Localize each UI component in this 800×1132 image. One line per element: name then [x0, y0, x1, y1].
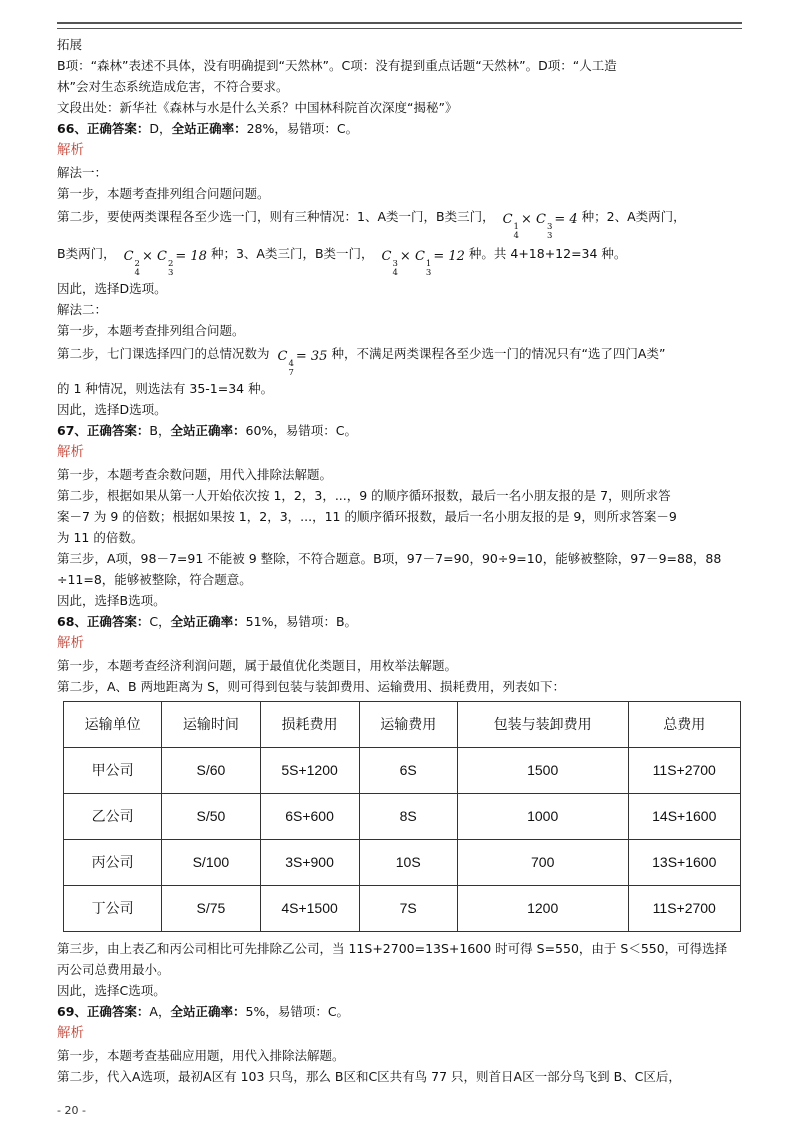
formula-c4-3-c3-1: C 3 4 × C 1 3 = 12 [381, 249, 465, 278]
analysis-label: 解析 [57, 142, 84, 158]
step-line: 第二步，根据如果从第一人开始依次按 1，2，3，...，9 的顺序循环报数，最后一名小朋友报的是 7，则所求答 [57, 488, 671, 503]
table-cell: S/100 [162, 840, 260, 886]
header-rule-thin [57, 28, 742, 29]
table-cell: 6S [359, 748, 457, 794]
step-line: 第二步，代入A选项，最初A区有 103 只鸟，那么 B区和C区共有鸟 77 只，则首日A区一部分鸟飞到 B、C区后， [57, 1069, 681, 1084]
table-cell: 5S+1200 [260, 748, 359, 794]
table-header-cell: 总费用 [628, 702, 740, 748]
table-cell: 丁公司 [64, 886, 162, 932]
conclusion-line: 因此，选择B选项。 [57, 593, 166, 608]
table-cell: 14S+1600 [628, 794, 740, 840]
step-line: 第三步，由上表乙和丙公司相比可先排除乙公司，当 11S+2700=13S+1600 时可得 S=550，由于 S＜550，可得选择 [57, 941, 728, 956]
cost-table [63, 701, 741, 932]
step-line: 第一步，本题考查经济利润问题，属于最值优化类题目，用枚举法解题。 [57, 658, 458, 673]
table-header-cell: 包装与装卸费用 [457, 702, 628, 748]
step-line: 第一步，本题考查余数问题，用代入排除法解题。 [57, 467, 333, 482]
source-citation: 文段出处：新华社《森林与水是什么关系？中国林科院首次深度“揭秘”》 [57, 100, 458, 115]
question-67-answer: 67、正确答案：B，全站正确率：60%，易错项：C。 [57, 423, 358, 438]
table-cell: 6S+600 [260, 794, 359, 840]
header-rule-thick [57, 22, 742, 24]
table-cell: 丙公司 [64, 840, 162, 886]
table-header-cell: 运输时间 [162, 702, 260, 748]
table-cell: 甲公司 [64, 748, 162, 794]
table-cell: 11S+2700 [628, 748, 740, 794]
step-line: 第一步，本题考查排列组合问题问题。 [57, 186, 270, 201]
formula-c4-1-c3-3: C 1 4 × C 3 3 = 4 [502, 212, 578, 241]
step-line: 第一步，本题考查基础应用题，用代入排除法解题。 [57, 1048, 345, 1063]
table-cell: 7S [359, 886, 457, 932]
table-cell: 1000 [457, 794, 628, 840]
analysis-label: 解析 [57, 635, 84, 651]
analysis-label: 解析 [57, 1025, 84, 1041]
table-row [64, 886, 741, 932]
table-cell: 10S [359, 840, 457, 886]
table-header-cell: 损耗费用 [260, 702, 359, 748]
step-line: 丙公司总费用最小。 [57, 962, 170, 977]
conclusion-line: 因此，选择C选项。 [57, 983, 166, 998]
table-cell: 4S+1500 [260, 886, 359, 932]
step-line: 第二步，七门课选择四门的总情况数为 C 4 7 = 35 种，不满足两类课程各至少选一门的情况只有“选了四门A类” [57, 346, 666, 378]
table-row [64, 840, 741, 886]
question-69-answer: 69、正确答案：A，全站正确率：5%，易错项：C。 [57, 1004, 350, 1019]
table-cell: 1500 [457, 748, 628, 794]
step-line: 为 11 的倍数。 [57, 530, 144, 545]
table-cell: S/60 [162, 748, 260, 794]
extension-heading: 拓展 [57, 37, 83, 52]
step-line: 的 1 种情况，则选法有 35-1=34 种。 [57, 381, 274, 396]
table-cell: 8S [359, 794, 457, 840]
step-line: 第三步，A项，98－7=91 不能被 9 整除，不符合题意。B项，97－7=90，90÷9=10，能够被整除，97－9=88，88 [57, 551, 722, 566]
method-label: 解法一： [57, 165, 108, 180]
extension-text-line: B项：“森林”表述不具体，没有明确提到“天然林”。C项：没有提到重点话题“天然林”。D项：“人工造 [57, 58, 617, 73]
extension-text-line: 林”会对生态系统造成危害，不符合要求。 [57, 79, 289, 94]
step-line: B类两门， C 2 4 × C 2 3 = 18 种；3、A类三门，B类一门， C 3 4 × C 1 3 = 12 种。共 4+18+12=34 种。 [57, 246, 627, 278]
table-cell: 1200 [457, 886, 628, 932]
method-label: 解法二： [57, 302, 108, 317]
question-68-answer: 68、正确答案：C，全站正确率：51%，易错项：B。 [57, 614, 358, 629]
table-cell: S/50 [162, 794, 260, 840]
table-cell: 乙公司 [64, 794, 162, 840]
step-line: 第二步，要使两类课程各至少选一门，则有三种情况：1、A类一门，B类三门， C 1 4 × C 3 3 = 4 种；2、A类两门， [57, 209, 686, 241]
table-row [64, 794, 741, 840]
table-cell: 11S+2700 [628, 886, 740, 932]
table-header-cell: 运输费用 [359, 702, 457, 748]
question-66-answer: 66、正确答案：D，全站正确率：28%，易错项：C。 [57, 121, 359, 136]
step-line: 第二步，A、B 两地距离为 S，则可得到包装与装卸费用、运输费用、损耗费用，列表如下： [57, 679, 566, 694]
formula-c7-4: C 4 7 = 35 [277, 349, 328, 378]
table-cell: 700 [457, 840, 628, 886]
step-line: ÷11=8，能够被整除，符合题意。 [57, 572, 252, 587]
analysis-label: 解析 [57, 444, 84, 460]
table-cell: 13S+1600 [628, 840, 740, 886]
table-row [64, 748, 741, 794]
step-line: 第一步，本题考查排列组合问题。 [57, 323, 245, 338]
step-line: 案－7 为 9 的倍数；根据如果按 1，2，3，...，11 的顺序循环报数，最后一名小朋友报的是 9，则所求答案－9 [57, 509, 677, 524]
table-header-row [64, 702, 741, 748]
formula-c4-2-c3-2: C 2 4 × C 2 3 = 18 [123, 249, 207, 278]
conclusion-line: 因此，选择D选项。 [57, 281, 167, 296]
document-body [57, 34, 747, 1087]
table-cell: 3S+900 [260, 840, 359, 886]
table-cell: S/75 [162, 886, 260, 932]
page-number: - 20 - [57, 1104, 86, 1117]
table-header-cell: 运输单位 [64, 702, 162, 748]
conclusion-line: 因此，选择D选项。 [57, 402, 167, 417]
